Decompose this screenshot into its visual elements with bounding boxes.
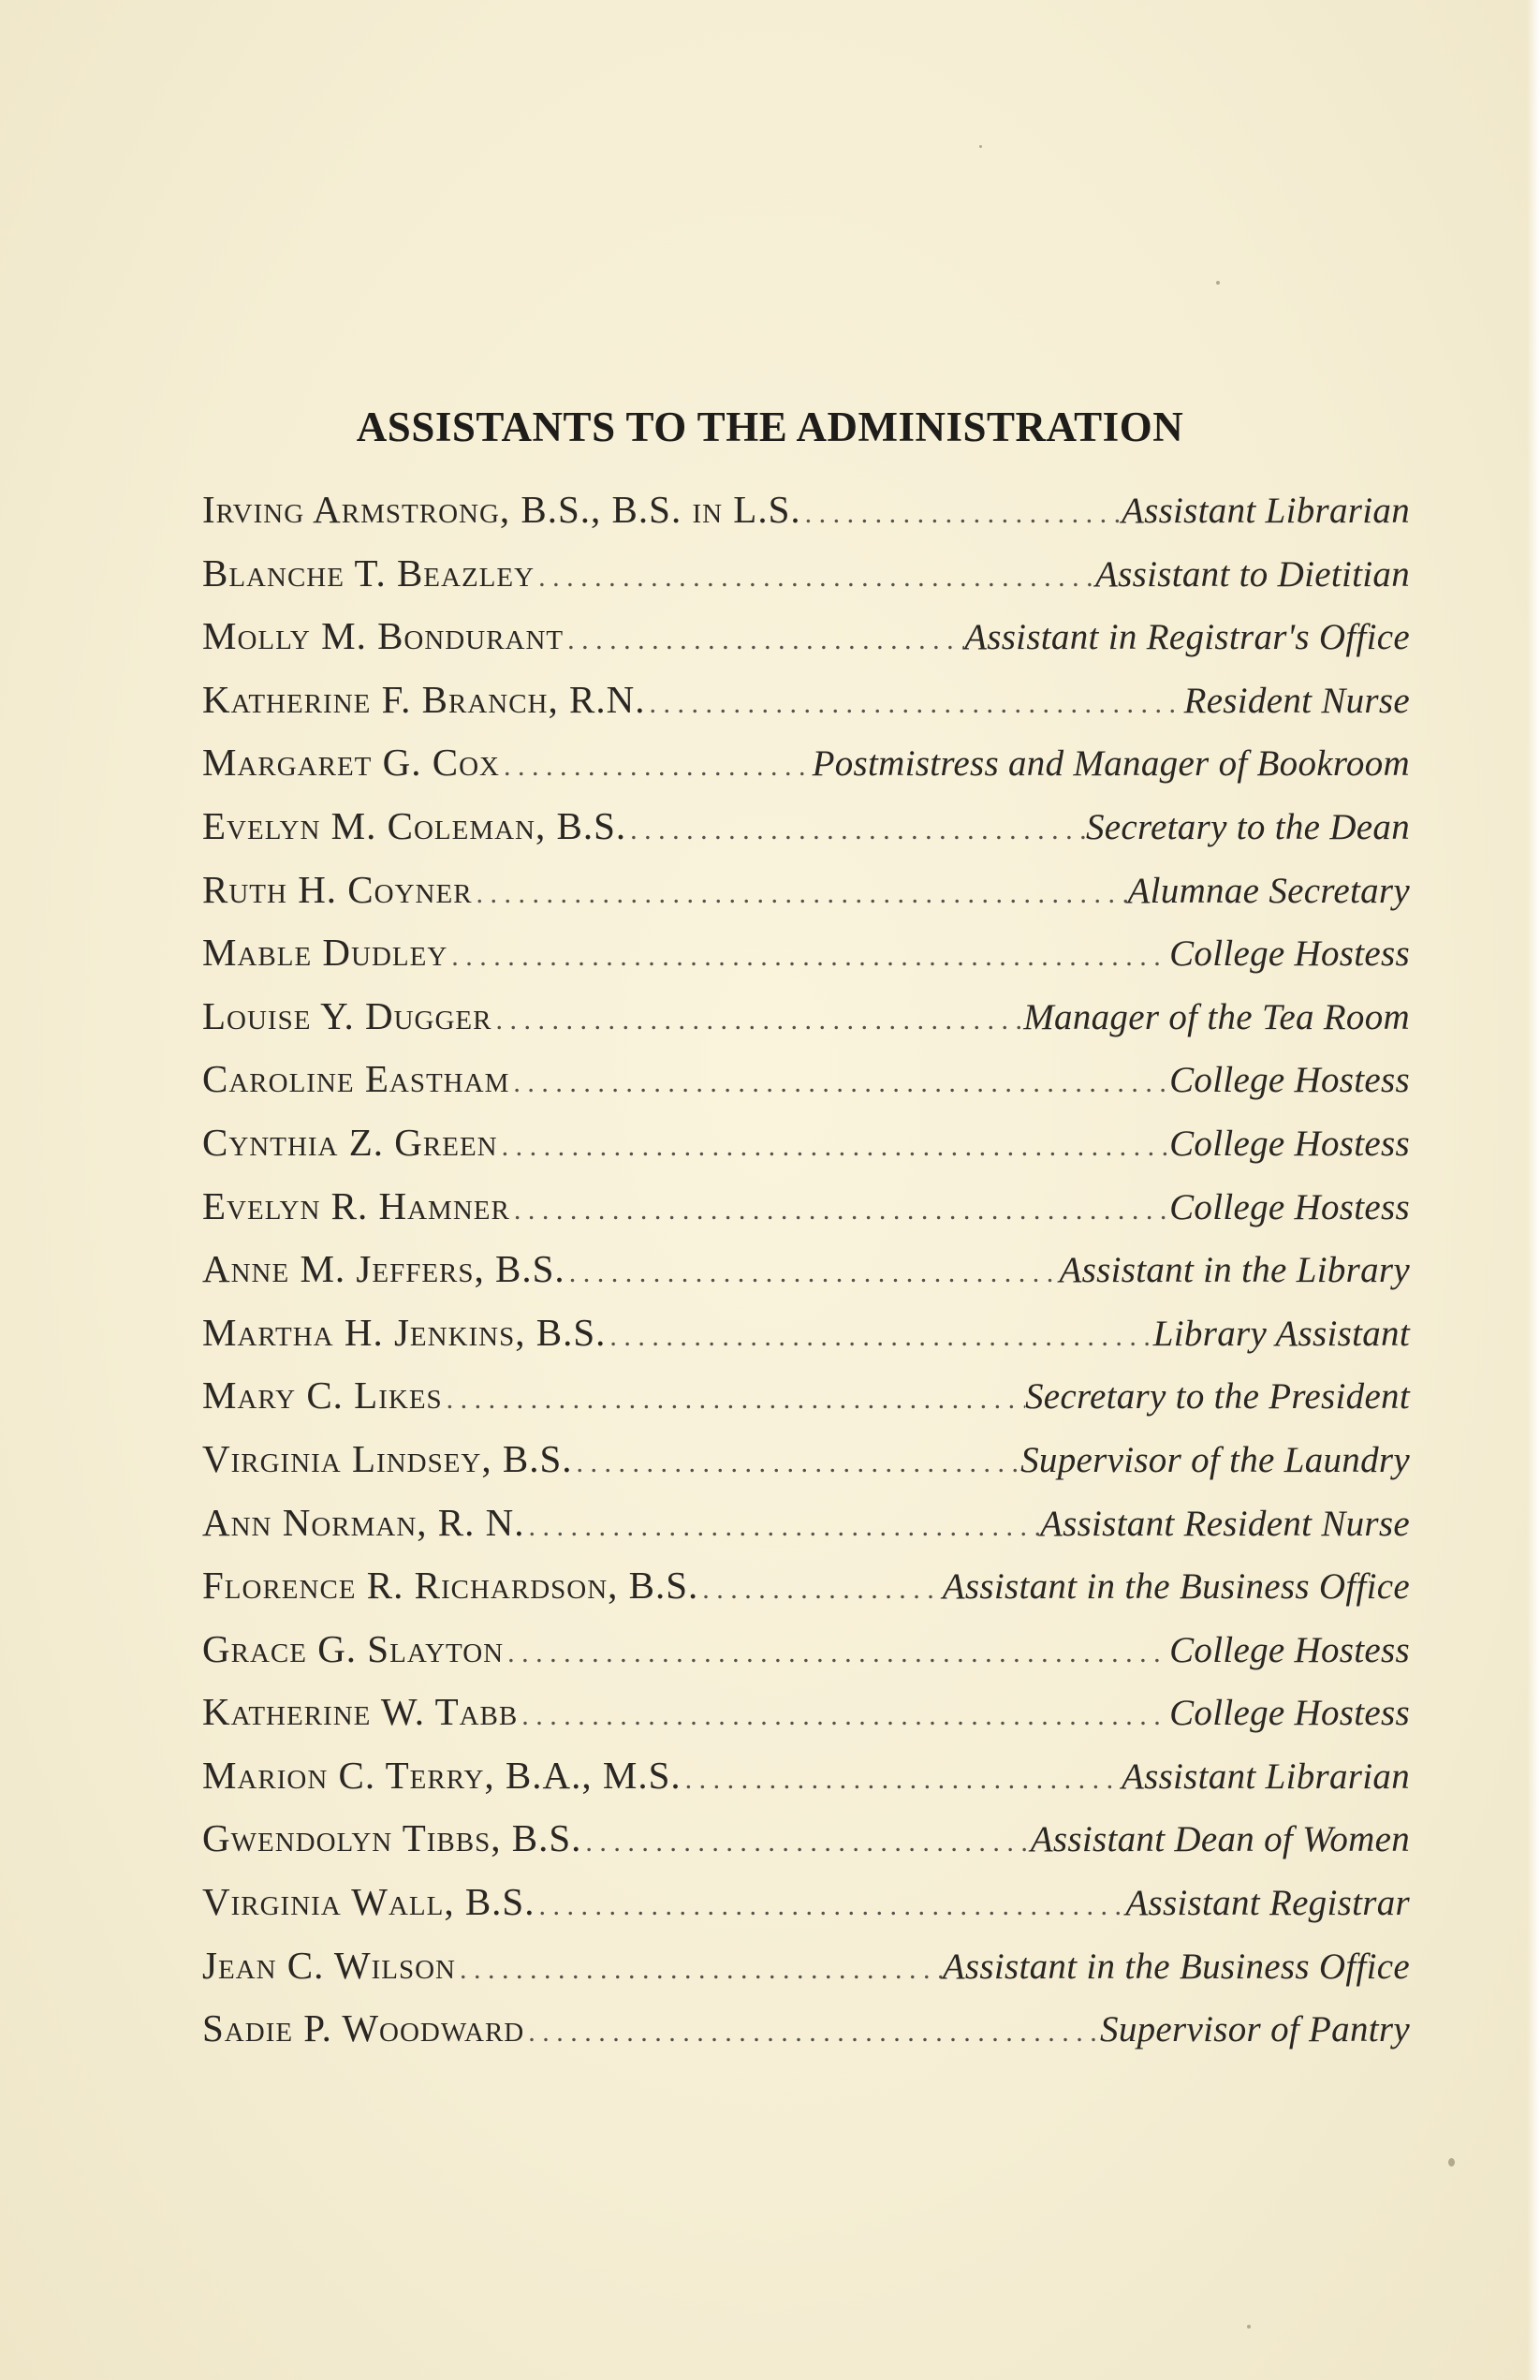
- person-name: Caroline Eastham: [202, 1057, 510, 1101]
- list-item: [202, 1943, 1410, 2006]
- person-title: Assistant Registrar: [1125, 1883, 1410, 1924]
- list-item: [202, 1183, 1410, 1247]
- person-name: Margaret G. Cox: [202, 741, 500, 785]
- person-name: Ruth H. Coyner: [202, 867, 473, 911]
- list-item: [202, 487, 1410, 551]
- person-title: Manager of the Tea Room: [1023, 996, 1410, 1037]
- person-title: Secretary to the President: [1024, 1376, 1410, 1418]
- person-title: College Hostess: [1169, 1123, 1410, 1164]
- list-item: [202, 1815, 1410, 1879]
- dot-leader: [525, 1511, 1040, 1543]
- dot-leader: [491, 1005, 1023, 1036]
- paper-speck: [979, 145, 982, 148]
- person-title: Postmistress and Manager of Bookroom: [812, 743, 1410, 785]
- person-name: Sadie P. Woodward: [202, 2006, 525, 2050]
- list-item: [202, 1120, 1410, 1183]
- person-name: Gwendolyn Tibbs, B.S.: [202, 1816, 582, 1860]
- person-name: Ann Norman, R. N.: [202, 1500, 525, 1544]
- person-title: Assistant in the Business Office: [942, 1946, 1410, 1987]
- person-title: Supervisor of the Laundry: [1020, 1439, 1410, 1480]
- person-name: Katherine W. Tabb: [202, 1690, 519, 1734]
- list-item: [202, 677, 1410, 741]
- list-item: [202, 740, 1410, 803]
- person-title: Assistant Librarian: [1121, 1756, 1410, 1797]
- person-title: College Hostess: [1169, 1629, 1410, 1670]
- person-title: Alumnae Secretary: [1127, 870, 1410, 911]
- person-name: Blanche T. Beazley: [202, 551, 535, 595]
- person-name: Irving Armstrong, B.S., B.S. in L.S.: [202, 488, 801, 531]
- paper-speck: [1448, 2158, 1455, 2167]
- dot-leader: [510, 1195, 1169, 1227]
- dot-leader: [535, 562, 1095, 594]
- dot-leader: [443, 1384, 1025, 1416]
- list-item: [202, 1753, 1410, 1816]
- person-title: Secretary to the Dean: [1086, 806, 1410, 847]
- list-item: [202, 551, 1410, 614]
- person-name: Virginia Lindsey, B.S.: [202, 1436, 573, 1480]
- person-name: Marion C. Terry, B.A., M.S.: [202, 1753, 682, 1797]
- list-item: [202, 1626, 1410, 1690]
- list-item: [202, 1689, 1410, 1753]
- person-title: College Hostess: [1169, 1186, 1410, 1227]
- person-name: Katherine F. Branch, R.N.: [202, 677, 646, 721]
- person-name: Anne M. Jeffers, B.S.: [202, 1247, 565, 1291]
- dot-leader: [524, 2017, 1100, 2049]
- list-item: [202, 867, 1410, 931]
- list-item: [202, 803, 1410, 867]
- person-title: Assistant in the Library: [1059, 1250, 1410, 1291]
- person-name: Louise Y. Dugger: [202, 993, 492, 1037]
- list-item: [202, 993, 1410, 1057]
- dot-leader: [509, 1067, 1169, 1099]
- paper-speck: [1247, 2325, 1251, 2329]
- dot-leader: [447, 941, 1169, 973]
- dot-leader: [573, 1447, 1021, 1479]
- dot-leader: [518, 1700, 1169, 1732]
- list-item: [202, 2005, 1410, 2069]
- person-title: Assistant Resident Nurse: [1039, 1503, 1410, 1544]
- person-title: College Hostess: [1169, 933, 1410, 975]
- dot-leader: [682, 1764, 1122, 1796]
- dot-leader: [473, 878, 1128, 910]
- page-heading: ASSISTANTS TO THE ADMINISTRATION: [356, 404, 1184, 451]
- dot-leader: [581, 1827, 1030, 1858]
- person-title: College Hostess: [1169, 1060, 1410, 1101]
- list-item: [202, 613, 1410, 677]
- list-item: [202, 1879, 1410, 1943]
- list-item: [202, 1563, 1410, 1626]
- list-item: [202, 1310, 1410, 1374]
- person-name: Virginia Wall, B.S.: [202, 1880, 535, 1924]
- list-item: [202, 1436, 1410, 1500]
- person-title: Library Assistant: [1152, 1313, 1410, 1354]
- dot-leader: [456, 1954, 943, 1986]
- dot-leader: [801, 498, 1122, 530]
- list-item: [202, 1373, 1410, 1436]
- person-title: Assistant Dean of Women: [1030, 1819, 1410, 1860]
- person-name: Martha H. Jenkins, B.S.: [202, 1310, 607, 1354]
- dot-leader: [626, 815, 1086, 846]
- page-edge: [1527, 0, 1540, 2380]
- list-item: [202, 1500, 1410, 1564]
- list-item: [202, 1246, 1410, 1310]
- dot-leader: [564, 624, 964, 656]
- dot-leader: [606, 1321, 1152, 1353]
- assistants-list: [202, 487, 1410, 2069]
- person-name: Molly M. Bondurant: [202, 614, 565, 658]
- dot-leader: [565, 1257, 1060, 1289]
- person-name: Jean C. Wilson: [202, 1943, 456, 1987]
- dot-leader: [645, 688, 1183, 720]
- person-name: Florence R. Richardson, B.S.: [202, 1564, 699, 1608]
- paper-speck: [1216, 281, 1220, 285]
- person-title: Assistant in the Business Office: [942, 1566, 1410, 1608]
- person-title: College Hostess: [1169, 1693, 1410, 1734]
- list-item: [202, 1056, 1410, 1120]
- person-name: Mary C. Likes: [202, 1374, 443, 1418]
- person-name: Evelyn R. Hamner: [202, 1183, 510, 1227]
- dot-leader: [698, 1574, 942, 1606]
- person-name: Evelyn M. Coleman, B.S.: [202, 803, 627, 847]
- list-item: [202, 930, 1410, 993]
- person-title: Assistant to Dietitian: [1095, 553, 1410, 595]
- dot-leader: [504, 1638, 1169, 1669]
- person-name: Grace G. Slayton: [202, 1626, 505, 1670]
- person-name: Cynthia Z. Green: [202, 1120, 498, 1164]
- dot-leader: [500, 751, 813, 783]
- person-title: Supervisor of Pantry: [1100, 2009, 1410, 2050]
- dot-leader: [535, 1890, 1125, 1922]
- dot-leader: [498, 1131, 1169, 1163]
- person-title: Assistant Librarian: [1121, 491, 1410, 531]
- person-title: Resident Nurse: [1183, 680, 1410, 721]
- person-name: Mable Dudley: [202, 931, 448, 975]
- person-title: Assistant in Registrar's Office: [964, 617, 1410, 658]
